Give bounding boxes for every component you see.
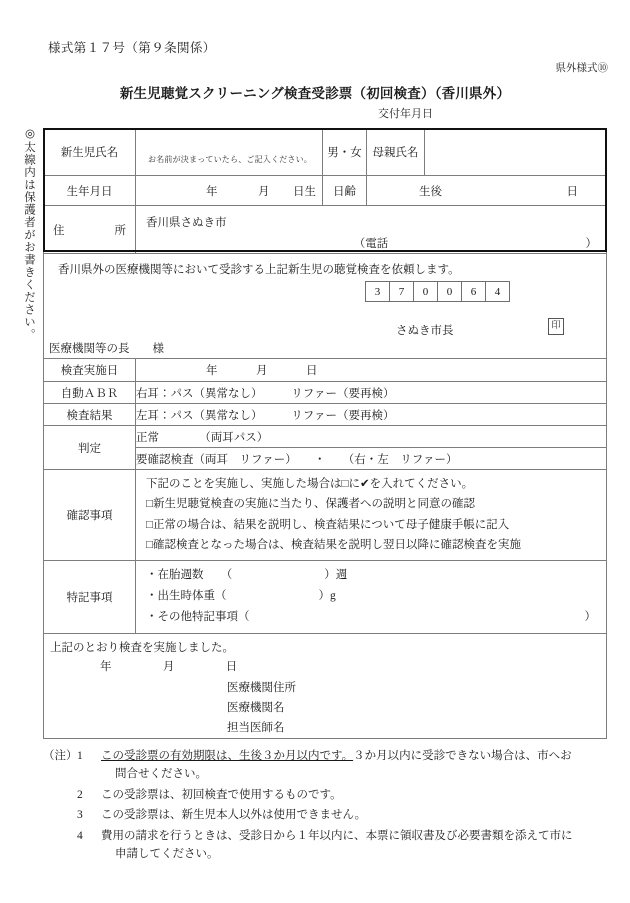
other-notes-paren-close: ） xyxy=(584,611,596,624)
footnote-number: 2 xyxy=(77,788,83,801)
footnote-continuation: 問合せください。 xyxy=(115,767,207,780)
footnote-text: 費用の請求を行うときは、受診日から１年以内に、本票に領収書及び必要書類を添えて市に xyxy=(101,830,573,843)
footnotes xyxy=(43,748,618,867)
footnote-tag-spacer xyxy=(43,787,77,805)
municipality-code-boxes xyxy=(366,281,510,302)
doctor-name-label[interactable]: 担当医師名 xyxy=(227,721,285,734)
after-birth-field[interactable] xyxy=(367,176,607,206)
facility-address-label[interactable]: 医療機関住所 xyxy=(227,681,296,694)
other-notes-field[interactable] xyxy=(146,607,606,628)
birth-year-label: 年 xyxy=(206,185,218,198)
code-digit: 3 xyxy=(365,281,390,302)
after-birth-label: 生後 xyxy=(419,185,442,198)
newborn-name-field[interactable] xyxy=(136,129,323,176)
judgement-label: 判定 xyxy=(44,426,136,470)
page-title: 新生児聴覚スクリーニング検査受診票（初回検査）（香川県外） xyxy=(119,86,511,101)
telephone-field[interactable] xyxy=(136,230,606,251)
mother-name-label: 母親氏名 xyxy=(367,129,425,176)
declaration-date-field[interactable] xyxy=(100,658,237,674)
after-birth-unit: 日 xyxy=(566,185,578,198)
footnote-continuation: 申請してください。 xyxy=(115,848,219,861)
confirmation-checkbox-item[interactable]: □正常の場合は、結果を説明し、検査結果について母子健康手帳に記入 xyxy=(146,518,510,531)
footnote-text: この受診票は、新生児本人以外は使用できません。 xyxy=(101,809,367,822)
birthdate-field[interactable] xyxy=(136,176,323,206)
age-days-label: 日齢 xyxy=(323,176,367,206)
footnote-number: 1 xyxy=(77,750,83,762)
facility-name-label[interactable]: 医療機関名 xyxy=(227,701,285,714)
exam-month-label: 月 xyxy=(256,365,268,377)
judgement-normal-option[interactable]: 正常 （両耳パス） xyxy=(136,426,607,448)
address-label: 住 所 xyxy=(44,206,136,254)
main-form-table xyxy=(43,128,607,739)
abr-label-line1: 自動ＡＢＲ xyxy=(44,382,136,404)
special-notes-fields xyxy=(136,560,607,633)
birth-day-label: 日生 xyxy=(293,185,316,198)
birthdate-label: 生年月日 xyxy=(44,176,136,206)
table-row-exam-date xyxy=(44,359,607,382)
code-digit: 6 xyxy=(461,281,486,302)
footnote-item xyxy=(43,787,618,805)
table-row-special-notes xyxy=(44,560,607,633)
declaration-year-label: 年 xyxy=(100,660,112,673)
mayor-name: さぬき市長 xyxy=(396,325,454,337)
footnote-text: この受診票は、初回検査で使用するものです。 xyxy=(101,788,342,801)
confirmation-label: 確認事項 xyxy=(44,470,136,561)
telephone-label: （電話 xyxy=(353,237,389,250)
code-digit: 0 xyxy=(413,281,438,302)
footnote-item xyxy=(43,807,618,825)
judgement-recheck-option[interactable]: 要確認検査（両耳 リファー） ・ （右・左 リファー） xyxy=(136,448,607,470)
table-row-birthdate xyxy=(44,176,607,206)
confirmation-checkbox-item[interactable]: □確認検査となった場合は、検査結果を説明し翌日以降に確認検査を実施 xyxy=(146,539,521,552)
confirmation-lead: 下記のことを実施し、実施した場合は□に✔を入れてください。 xyxy=(146,478,474,490)
table-row-newborn-name xyxy=(44,129,607,176)
guardian-fill-note: ◎太線内は保護者がお書きください。 xyxy=(23,126,35,341)
mother-name-field[interactable] xyxy=(425,129,607,176)
newborn-name-label: 新生児氏名 xyxy=(44,129,136,176)
footnote-tag-spacer xyxy=(43,807,77,825)
table-row-declaration xyxy=(44,633,607,738)
table-row-abr-left xyxy=(44,404,607,426)
footnote-tag-spacer xyxy=(43,828,77,864)
exam-year-label: 年 xyxy=(206,365,218,377)
code-digit: 0 xyxy=(437,281,462,302)
abr-label-line2: 検査結果 xyxy=(44,404,136,426)
telephone-paren-close: ） xyxy=(585,237,597,250)
seal-icon: 印 xyxy=(548,318,564,335)
exam-date-label: 検査実施日 xyxy=(44,359,136,382)
external-form-mark: 県外様式⑩ xyxy=(555,63,608,74)
gestation-weeks-field[interactable]: ・在胎週数 （ ）週 xyxy=(146,568,348,581)
footnote-underlined-text: この受診票の有効期限は、生後３か月以内です。 xyxy=(101,750,354,762)
request-sentence: 香川県外の医療機関等において受診する上記新生児の聴覚検査を依頼します。 xyxy=(58,264,460,276)
address-field[interactable] xyxy=(136,206,607,254)
exam-date-field[interactable] xyxy=(136,359,607,382)
footnote-text: ３か月以内に受診できない場合は、市へお xyxy=(353,750,572,762)
declaration-day-label: 日 xyxy=(225,660,238,673)
table-row-address xyxy=(44,206,607,254)
address-value: 香川県さぬき市 xyxy=(146,216,227,229)
abr-right-ear-result[interactable]: 右耳：パス（異常なし） リファー（要再検） xyxy=(136,382,607,404)
footnote-number: 3 xyxy=(77,809,83,822)
birth-weight-field[interactable]: ・出生時体重（ ）g xyxy=(146,590,336,603)
abr-left-ear-result[interactable]: 左耳：パス（異常なし） リファー（要再検） xyxy=(136,404,607,426)
birth-month-label: 月 xyxy=(258,185,270,198)
other-notes-label: ・その他特記事項（ xyxy=(146,611,250,624)
table-row-abr-right xyxy=(44,382,607,404)
request-block xyxy=(44,254,607,359)
sex-label[interactable]: 男・女 xyxy=(323,129,367,176)
code-digit: 7 xyxy=(389,281,414,302)
code-digit: 4 xyxy=(485,281,510,302)
confirmation-items xyxy=(136,470,607,561)
special-notes-label: 特記事項 xyxy=(44,560,136,633)
table-row-confirmation xyxy=(44,470,607,561)
exam-day-label: 日 xyxy=(306,365,318,377)
footnote-item xyxy=(43,828,618,864)
confirmation-checkbox-item[interactable]: □新生児聴覚検査の実施に当たり、保護者への説明と同意の確認 xyxy=(146,498,475,511)
table-row-judgement-normal xyxy=(44,426,607,448)
declaration-lead: 上記のとおり検査を実施しました。 xyxy=(50,641,234,654)
footnote-item xyxy=(43,748,618,784)
addressee: 医療機関等の長 様 xyxy=(49,343,164,355)
footnote-number: 4 xyxy=(77,830,83,843)
footnote-tag: （注） xyxy=(43,750,78,762)
table-row-request xyxy=(44,254,607,359)
declaration-month-label: 月 xyxy=(162,660,175,673)
declaration-block xyxy=(44,633,607,738)
form-number: 様式第１７号（第９条関係） xyxy=(48,41,216,55)
newborn-name-hint: お名前が決まっていたら、ご記入ください。 xyxy=(148,154,312,164)
issue-date-label: 交付年月日 xyxy=(378,108,433,120)
